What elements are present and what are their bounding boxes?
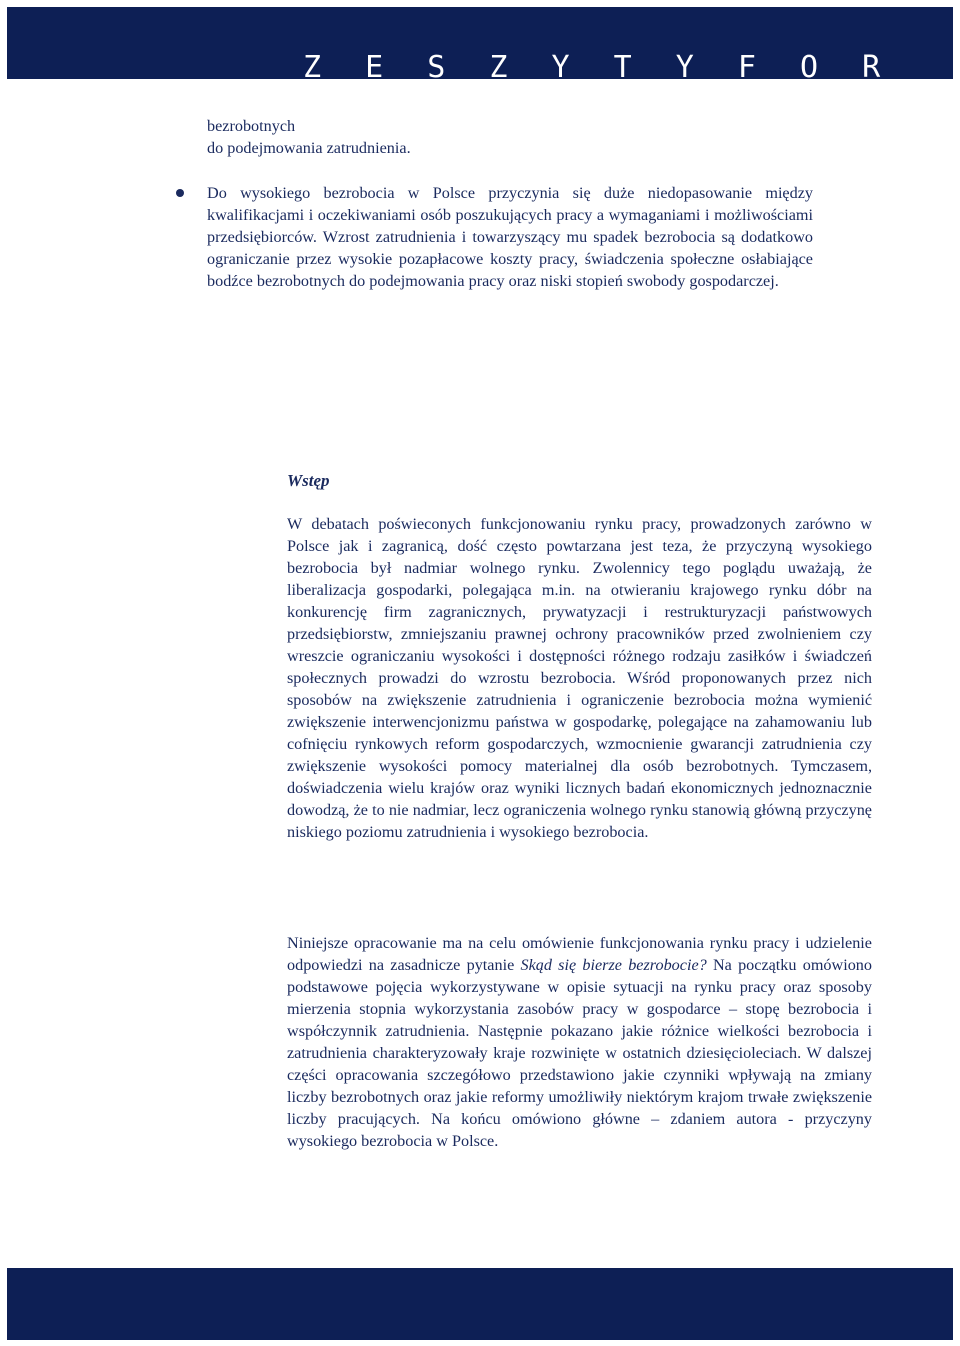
footer-band bbox=[7, 1268, 953, 1340]
bullet-paragraph: Do wysokiego bezrobocia w Polsce przyczynia się duże niedopasowanie między kwalifikacjami i oczekiwaniami osób poszukujących pracy a wymaganiami i możliwościami przedsiębiorców. Wzrost zatrudnienia i towarzyszący mu spadek bezrobocia są dodatkowo ograniczanie przez wysokie pozapłacowe koszty pracy, świadczenia społeczne osłabiające bodźce bezrobotnych do podejmowania pracy oraz niski stopień swobody gospodarczej. bbox=[207, 184, 813, 290]
paragraph-text-end: Na początku omówiono podstawowe pojęcia wykorzystywane w opisie sytuacji na rynku pracy oraz sposoby mierzenia stopnia wykorzystania zasobów pracy w gospodarce – stopę bezrobocia i współczynnik zatrudnienia. Następnie pokazano jakie różnice wielkości bezrobocia i zatrudnienia charakteryzowały kraje rozwinięte w ostatnich dziesięcioleciach. W dalszej części opracowania szczegółowo przedstawiono jakie czynniki wpływają na zmiany liczby bezrobotnych oraz jakie reformy umożliwiły niektórym krajom trwałe zwiększenie liczby pracujących. Na końcu omówiono główne – zdaniem autora - przyczyny wysokiego bezrobocia w Polsce. bbox=[287, 956, 872, 1150]
section-heading: Wstęp bbox=[287, 471, 330, 490]
intro-paragraph-1 bbox=[287, 513, 872, 843]
fragment-line: do podejmowania zatrudnienia. bbox=[207, 139, 411, 157]
key-question: Skąd się bierze bezrobocie? bbox=[520, 956, 707, 974]
paragraph-text: W debatach poświeconych funkcjonowaniu rynku pracy, prowadzonych zarówno w Polsce jak i zagranicą, dość często powtarzana jest teza, że przyczyną wysokiego bezrobocia był nadmiar wolnego rynku. Zwolennicy tego poglądu uważają, że liberalizacja gospodarki, polegająca m.in. na otwieraniu krajowego rynku dóbr na konkurencję firm zagranicznych, prywatyzacji i restrukturyzacji państwowych przedsiębiorstw, zmniejszaniu prawnej ochrony pracowników przed zwolnieniem czy wreszcie ograniczaniu wysokości i dostępności różnego rodzaju zasiłków i świadczeń społecznych prowadzi do wzrostu bezrobocia. Wśród proponowanych przez nich sposobów na zwiększenie zatrudnienia i ograniczenie bezrobocia można wymienić zwiększenie interwencjonizmu państwa w gospodarkę, polegające na zahamowaniu lub cofnięciu rynkowych reform gospodarczych, wzmocnienie gwarancji zatrudnienia czy zwiększenie wysokości pomocy materialnej dla osób bezrobotnych. Tymczasem, doświadczenia wielu krajów oraz wyniki licznych badań ekonomicznych jednoznacznie dowodzą, że to nie nadmiar, lecz ograniczenia wolnego rynku stanowią główną przyczynę niskiego poziomu zatrudnienia i wysokiego bezrobocia. bbox=[287, 515, 872, 841]
header-band bbox=[7, 7, 953, 79]
paragraph-text-start: Niniejsze opracowanie ma na celu omówienie funkcjonowania rynku pracy i udzielenie odpowiedzi na zasadnicze pytanie bbox=[287, 934, 872, 974]
series-title: Z E S Z Y T Y F O R bbox=[303, 50, 894, 79]
fragment-line: bezrobotnych bbox=[207, 117, 296, 135]
bullet-icon bbox=[176, 189, 184, 197]
paragraph-text bbox=[287, 932, 872, 1152]
continued-fragment bbox=[207, 115, 813, 159]
intro-paragraph-2 bbox=[287, 932, 872, 1152]
bullet-point-text bbox=[207, 182, 813, 292]
